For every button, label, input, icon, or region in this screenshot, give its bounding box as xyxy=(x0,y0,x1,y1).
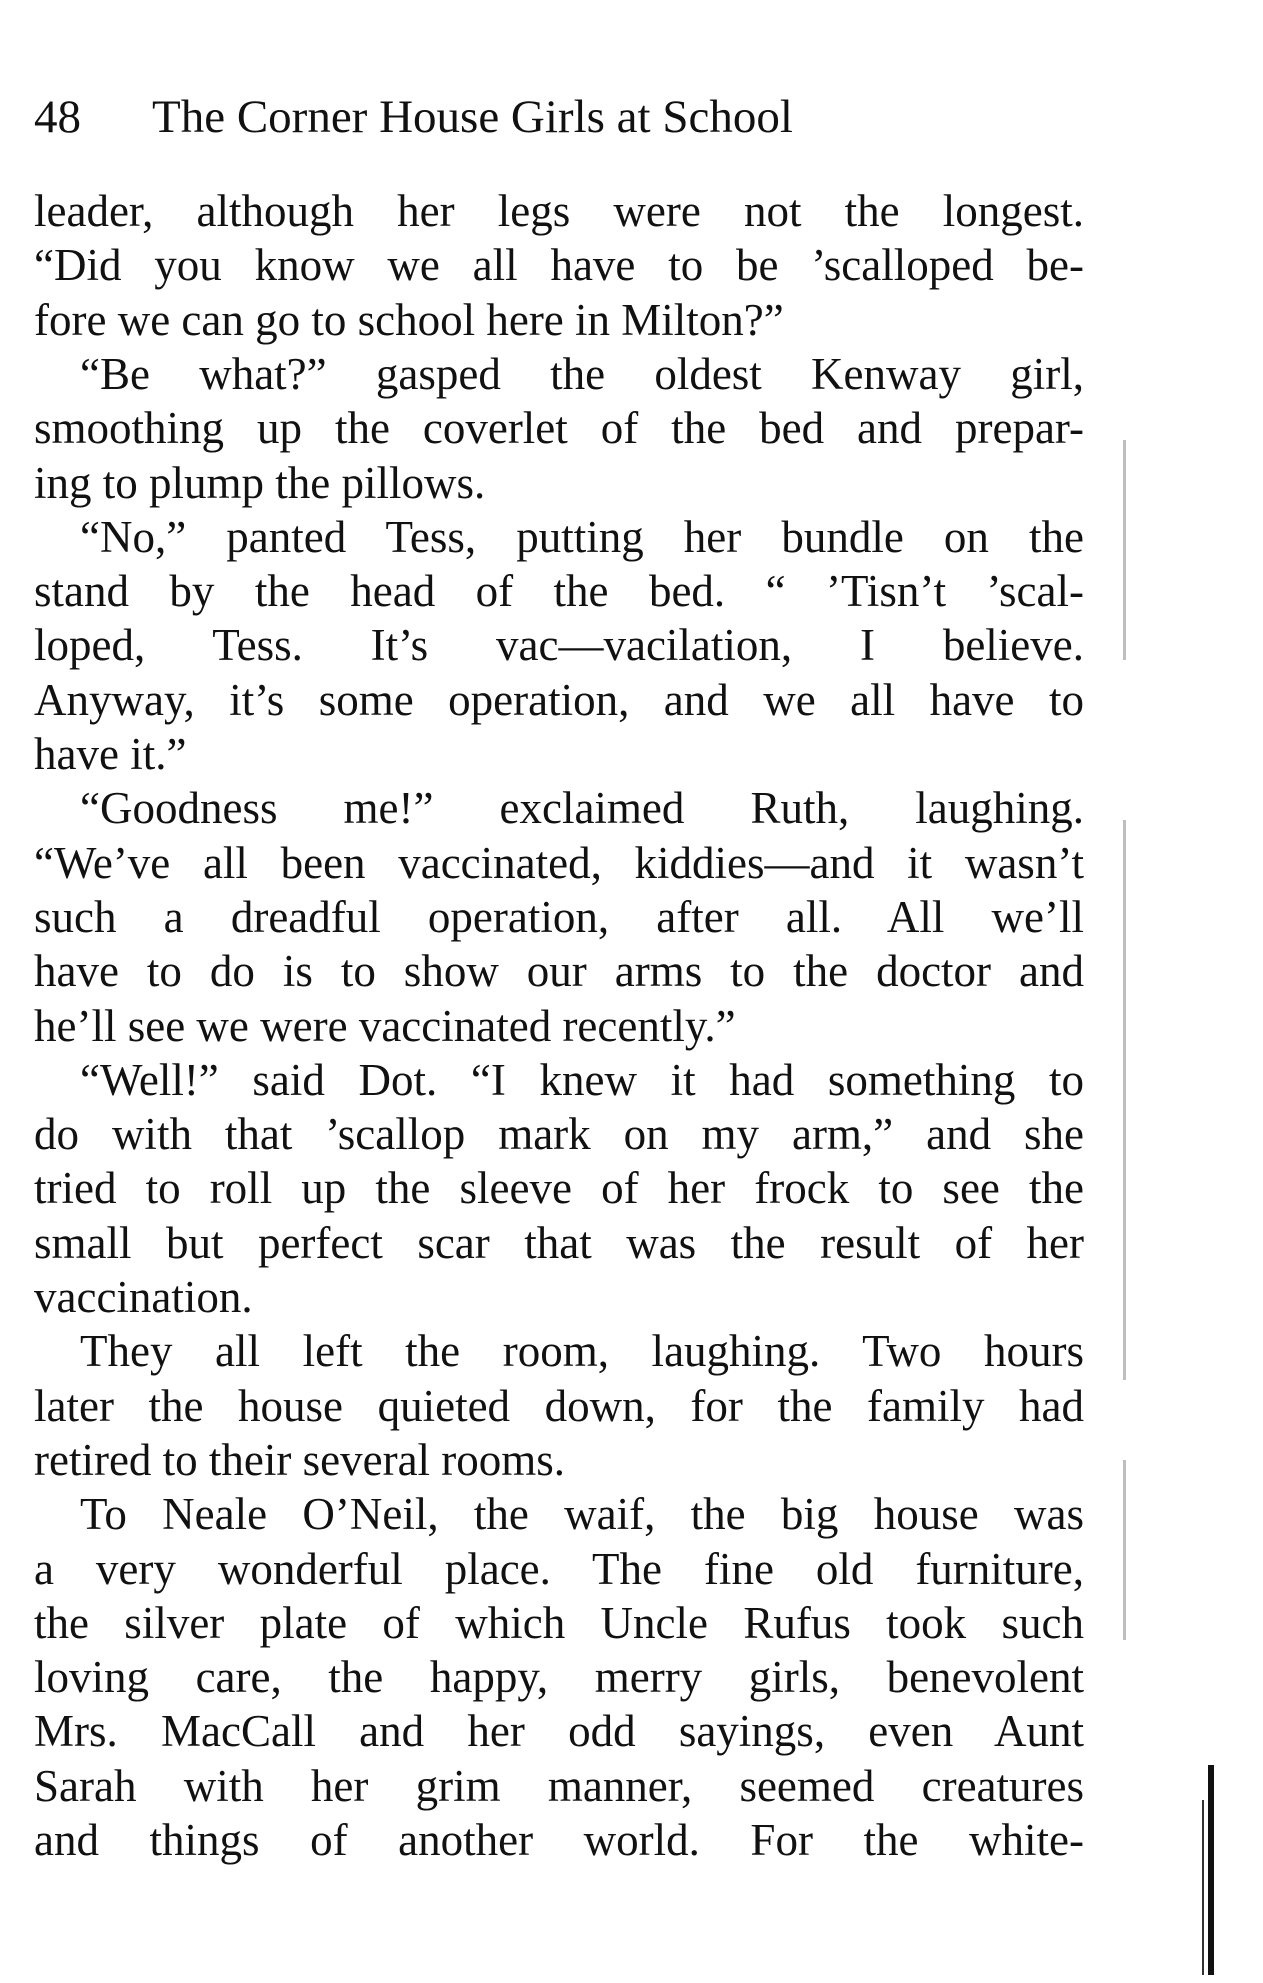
text-line: tried to roll up the sleeve of her frock to see the xyxy=(34,1163,1084,1213)
scan-edge-bar xyxy=(1202,1800,1204,1975)
text-line: fore we can go to school here in Milton?” xyxy=(34,295,784,345)
text-line: have it.” xyxy=(34,729,187,779)
text-line: he’ll see we were vaccinated recently.” xyxy=(34,1001,736,1051)
text-line: loving care, the happy, merry girls, benevolent xyxy=(34,1652,1084,1702)
scan-edge-bar xyxy=(1208,1765,1214,1975)
running-header xyxy=(34,72,1074,162)
text-line: smoothing up the coverlet of the bed and prepar- xyxy=(34,403,1084,453)
scan-margin-artifact xyxy=(1123,440,1126,660)
text-line: “No,” panted Tess, putting her bundle on the xyxy=(80,512,1084,562)
scan-margin-artifact xyxy=(1123,820,1126,1380)
text-line: retired to their several rooms. xyxy=(34,1435,566,1485)
text-line: small but perfect scar that was the result of her xyxy=(34,1218,1084,1268)
text-line: stand by the head of the bed. “ ’Tisn’t ’scal- xyxy=(34,566,1084,616)
text-line: later the house quieted down, for the family had xyxy=(34,1381,1084,1431)
text-line: “Goodness me!” exclaimed Ruth, laughing. xyxy=(80,783,1084,833)
text-line: loped, Tess. It’s vac—vacilation, I believe. xyxy=(34,620,1084,670)
text-line: such a dreadful operation, after all. All we’ll xyxy=(34,892,1084,942)
text-line: vaccination. xyxy=(34,1272,253,1322)
text-line: leader, although her legs were not the longest. xyxy=(34,186,1084,236)
text-line: Anyway, it’s some operation, and we all have to xyxy=(34,675,1084,725)
text-line: “Be what?” gasped the oldest Kenway girl, xyxy=(80,349,1084,399)
text-line: the silver plate of which Uncle Rufus took such xyxy=(34,1598,1084,1648)
text-line: They all left the room, laughing. Two hours xyxy=(80,1326,1084,1376)
text-line: have to do is to show our arms to the doctor and xyxy=(34,946,1084,996)
scan-margin-artifact xyxy=(1123,1460,1126,1640)
text-line: “Well!” said Dot. “I knew it had something to xyxy=(80,1055,1084,1105)
page-number: 48 xyxy=(34,91,81,143)
running-title: The Corner House Girls at School xyxy=(152,91,793,143)
text-line: “Did you know we all have to be ’scalloped be- xyxy=(34,240,1084,290)
text-line: do with that ’scallop mark on my arm,” and she xyxy=(34,1109,1084,1159)
text-line: and things of another world. For the white- xyxy=(34,1815,1084,1865)
text-line: ing to plump the pillows. xyxy=(34,458,486,508)
text-line: Sarah with her grim manner, seemed creatures xyxy=(34,1761,1084,1811)
text-line: “We’ve all been vaccinated, kiddies—and it wasn’t xyxy=(34,838,1084,888)
text-line: a very wonderful place. The fine old furniture, xyxy=(34,1544,1084,1594)
text-line: To Neale O’Neil, the waif, the big house was xyxy=(80,1489,1084,1539)
text-line: Mrs. MacCall and her odd sayings, even Aunt xyxy=(34,1706,1084,1756)
